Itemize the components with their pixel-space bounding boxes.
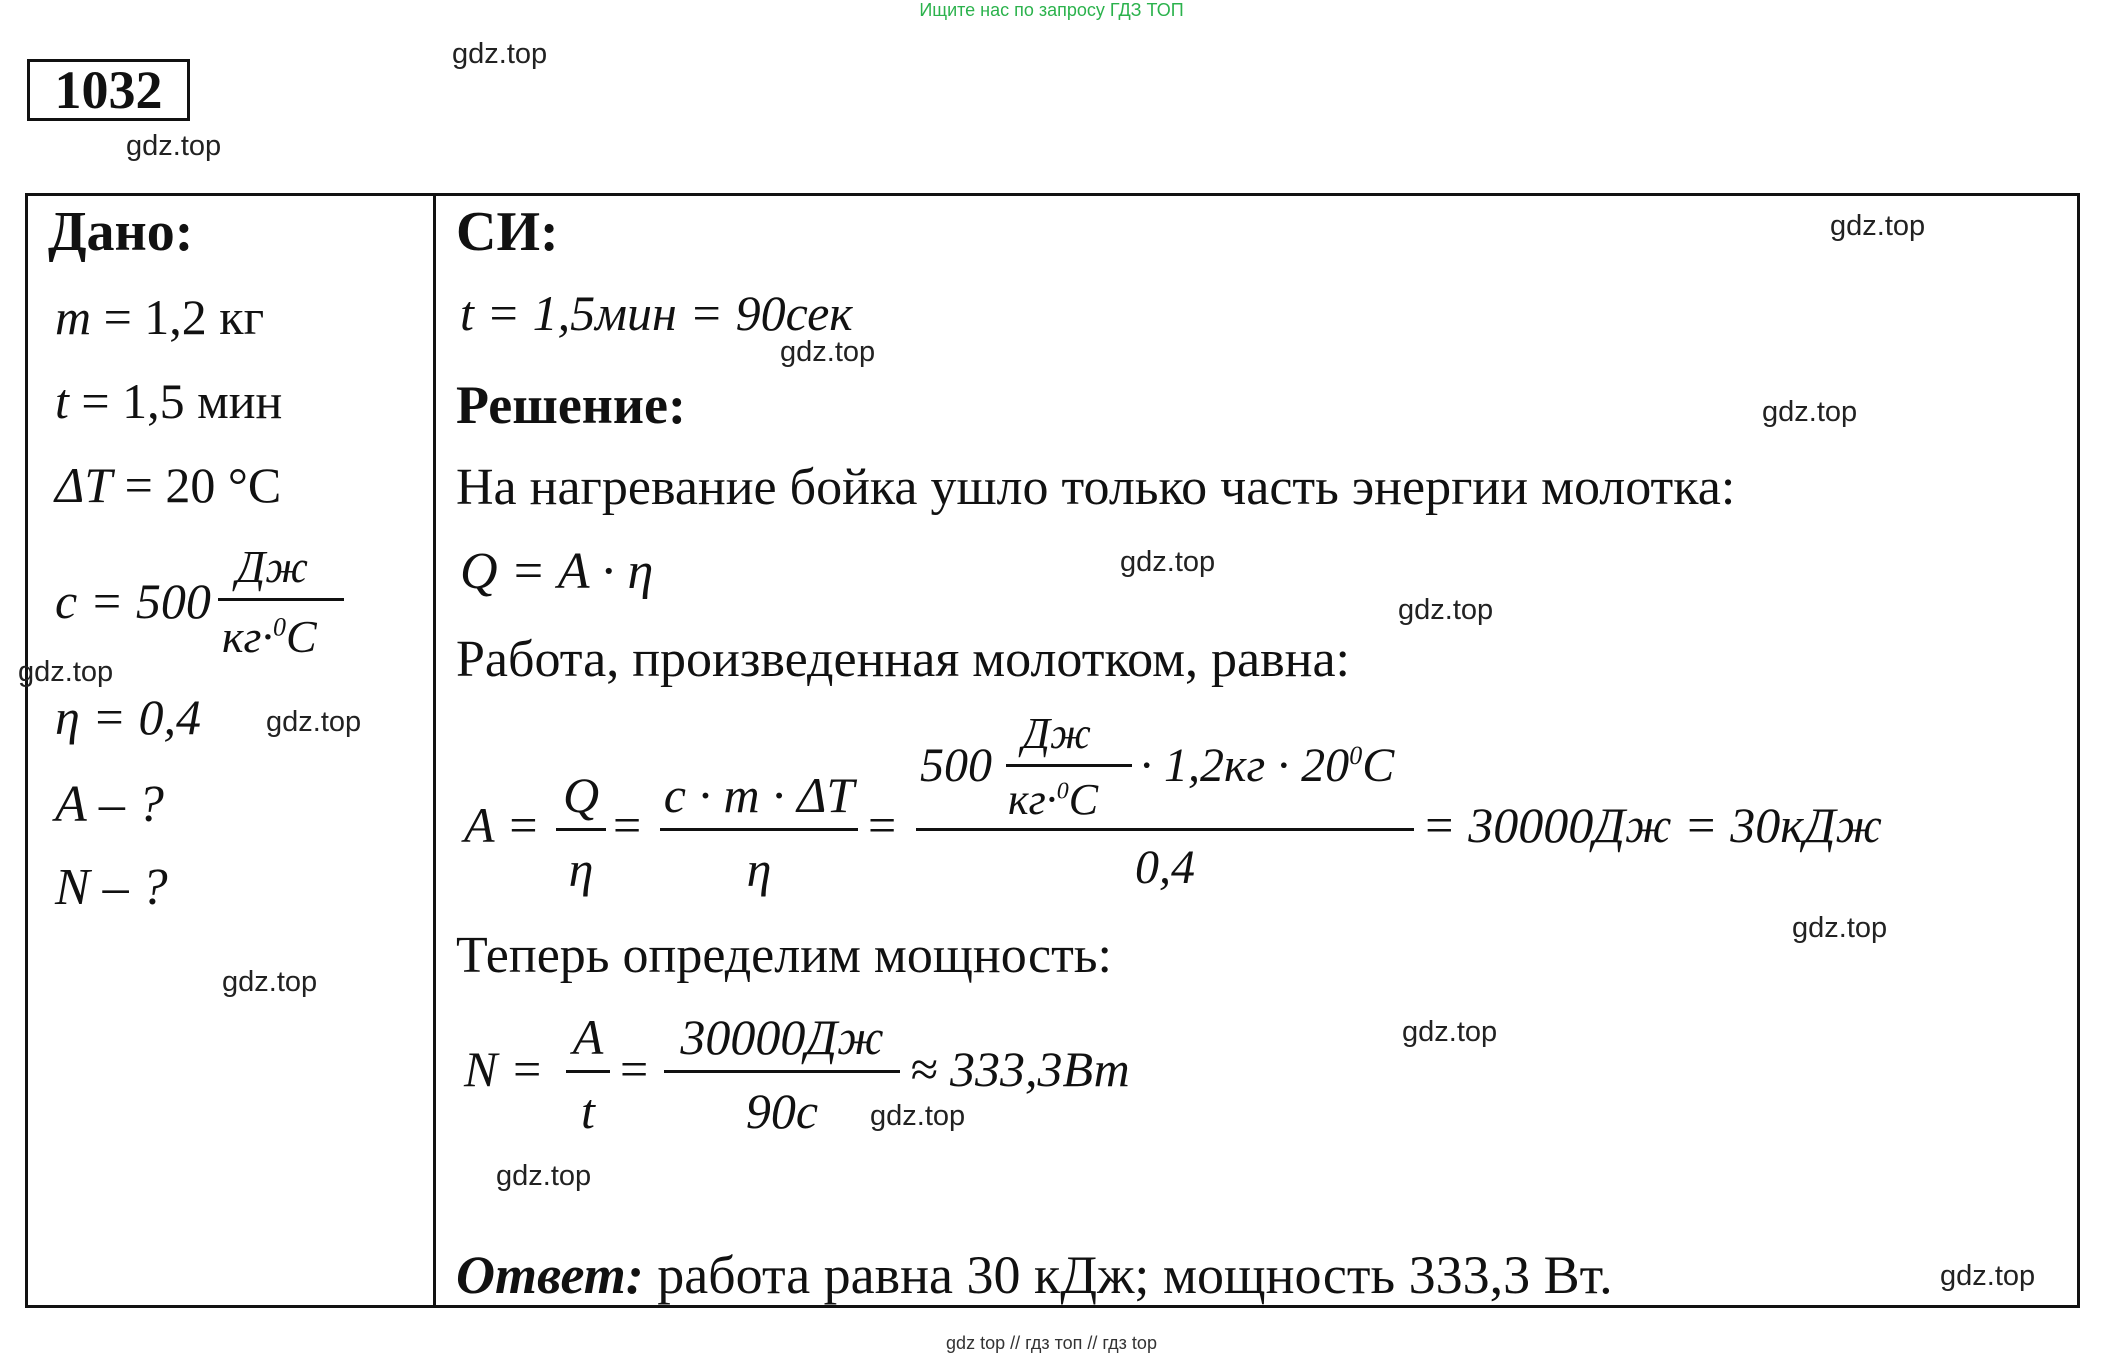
work-f1-line xyxy=(556,828,606,831)
work-f1-num: Q xyxy=(562,767,600,823)
power-f2-line xyxy=(664,1070,900,1073)
watermark: gdz.top xyxy=(780,336,876,368)
answer-text: работа равна 30 кДж; мощность 333,3 Вт. xyxy=(643,1245,1613,1305)
watermark: gdz.top xyxy=(1792,912,1888,944)
work-f3-unit-line xyxy=(1006,764,1132,767)
work-f3-line xyxy=(916,828,1414,831)
si-time-conversion: t = 1,5мин = 90сек xyxy=(460,285,853,341)
solution-title: Решение: xyxy=(456,375,686,435)
watermark: gdz.top xyxy=(1830,210,1926,242)
work-f3-unit-num: Дж xyxy=(1022,709,1091,758)
watermark: gdz.top xyxy=(222,966,318,998)
efficiency: η = 0,4 xyxy=(55,689,202,745)
temperature-symbol: ΔT xyxy=(55,457,113,513)
watermark: gdz.top xyxy=(452,38,548,70)
work-f3-den: 0,4 xyxy=(1135,841,1195,894)
heat-capacity-unit-den: кг·$^0$C xyxy=(222,611,317,662)
problem-number: 1032 xyxy=(27,59,190,121)
given-title: Дано: xyxy=(48,201,194,263)
work-f3-num-500: 500 xyxy=(920,739,992,792)
heat-capacity-fraction-line xyxy=(218,598,344,601)
si-title: СИ: xyxy=(456,201,559,263)
answer-line xyxy=(456,1244,1613,1306)
given-temperature xyxy=(55,456,281,514)
watermark: gdz.top xyxy=(870,1100,966,1132)
bottom-banner: gdz top // гдз топ // гдз top xyxy=(946,1333,1157,1353)
power-eq-sign: = xyxy=(620,1041,649,1097)
work-eq-sign-2: = xyxy=(868,797,897,853)
power-question: N – ? xyxy=(55,859,168,916)
watermark: gdz.top xyxy=(1402,1016,1498,1048)
work-lhs: A = xyxy=(464,797,540,853)
heat-capacity-lhs: c = 500 xyxy=(55,573,211,629)
watermark: gdz.top xyxy=(18,656,114,688)
watermark: gdz.top xyxy=(1120,546,1216,578)
work-f1-den: η xyxy=(568,841,594,897)
work-f3-unit-den: кг·$^0$C xyxy=(1008,775,1099,824)
time-value: = 1,5 мин xyxy=(81,373,283,429)
watermark: gdz.top xyxy=(1940,1260,2036,1292)
watermark: gdz.top xyxy=(1398,594,1494,626)
work-f2-num: c · m · ΔT xyxy=(663,767,855,823)
time-symbol: t xyxy=(55,373,69,429)
mass-symbol: m xyxy=(55,289,92,345)
watermark: gdz.top xyxy=(496,1160,592,1192)
power-f2-den: 90с xyxy=(745,1083,819,1139)
top-banner: Ищите нас по запросу ГДЗ ТОП xyxy=(919,0,1184,20)
mass-value: = 1,2 кг xyxy=(103,289,265,345)
power-result: ≈ 333,3Вт xyxy=(910,1041,1130,1097)
work-question: A – ? xyxy=(55,776,164,833)
watermark: gdz.top xyxy=(126,130,222,162)
answer-label: Ответ: xyxy=(456,1245,644,1305)
work-f2-den: η xyxy=(746,841,772,897)
given-time xyxy=(55,372,282,430)
work-f3-num-rest: · $1,2кг \cdot 20^0C$ xyxy=(1140,739,1395,792)
power-lhs: N = xyxy=(464,1041,544,1097)
power-f1-den: t xyxy=(581,1083,595,1139)
power-f1-num: A xyxy=(572,1009,604,1065)
given-mass xyxy=(55,288,264,346)
work-f2-line xyxy=(660,828,858,831)
work-result: = 30000Дж = 30кДж xyxy=(1422,797,1883,853)
power-f2-num: 30000Дж xyxy=(680,1009,884,1065)
solution-text-2: Работа, произведенная молотком, равна: xyxy=(456,631,1350,688)
solution-text-3: Теперь определим мощность: xyxy=(456,927,1112,984)
equation-heat: Q = A · η xyxy=(460,543,654,600)
column-divider xyxy=(433,193,436,1308)
power-f1-line xyxy=(566,1070,610,1073)
solution-text-1: На нагревание бойка ушло только часть энергии молотка: xyxy=(456,459,1736,516)
work-eq-sign-1: = xyxy=(613,797,642,853)
temperature-value: = 20 °C xyxy=(124,457,282,513)
watermark: gdz.top xyxy=(266,706,362,738)
heat-capacity-unit-num: Дж xyxy=(236,541,309,592)
watermark: gdz.top xyxy=(1762,396,1858,428)
